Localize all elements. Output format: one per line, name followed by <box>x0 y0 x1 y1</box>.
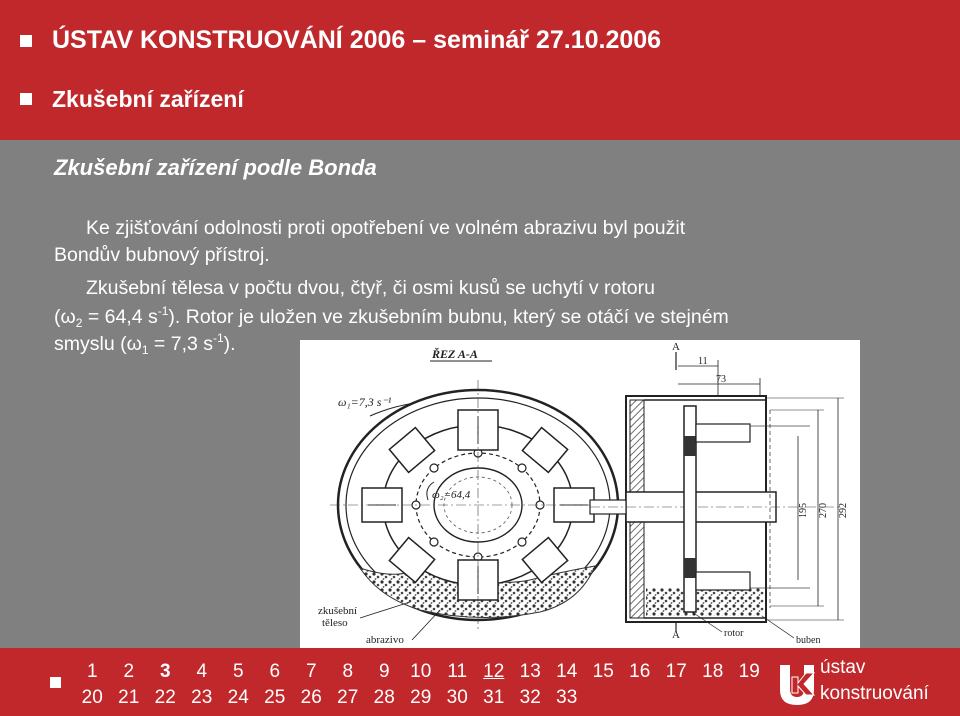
drum-front-view <box>330 380 626 630</box>
drawing-svg <box>300 340 860 648</box>
page-link-3[interactable]: 3 <box>159 661 171 682</box>
label-abrasive: abrazivo <box>366 634 404 646</box>
page-link-18[interactable]: 18 <box>702 661 724 682</box>
marker-a-top: A <box>672 341 680 353</box>
page-link-30[interactable]: 30 <box>446 687 468 708</box>
page-link-19[interactable]: 19 <box>738 661 760 682</box>
paragraph-2-line-1: Zkušební tělesa v počtu dvou, čtyř, či osmi kusů se uchytí v rotoru <box>86 277 655 299</box>
omega2-label: ω₂=64,4 <box>432 489 471 501</box>
paragraph-1-line-2: Bondův bubnový přístroj. <box>54 244 270 266</box>
label-rotor: rotor <box>724 628 744 639</box>
slide-title <box>52 26 661 55</box>
page-link-23[interactable]: 23 <box>191 687 213 708</box>
dim-292: 292 <box>838 503 849 518</box>
bond-drum-drawing <box>300 340 860 648</box>
page-link-33[interactable]: 33 <box>556 687 578 708</box>
page-link-22[interactable]: 22 <box>154 687 176 708</box>
page-link-24[interactable]: 24 <box>227 687 249 708</box>
page-link-7[interactable]: 7 <box>305 661 317 682</box>
page-link-32[interactable]: 32 <box>519 687 541 708</box>
square-bullet-icon <box>50 677 61 688</box>
slide-header <box>0 0 960 140</box>
drum-section-view <box>590 341 849 641</box>
square-bullet-icon <box>20 35 32 47</box>
logo-text-line-2: konstruování <box>820 683 929 704</box>
content-subtitle: Zkušební zařízení podle Bonda <box>54 155 377 180</box>
text-run: ). Rotor je uložen ve zkušebním bubnu, který se otáčí ve stejném <box>168 306 729 328</box>
page-link-25[interactable]: 25 <box>264 687 286 708</box>
section-title-text: Zkušební zařízení <box>52 86 244 112</box>
page-link-5[interactable]: 5 <box>232 661 244 682</box>
label-drum: buben <box>796 635 821 646</box>
superscript: -1 <box>157 304 169 318</box>
page-link-11[interactable]: 11 <box>447 661 468 682</box>
page-link-2[interactable]: 2 <box>123 661 135 682</box>
page-nav-row-1 <box>74 661 768 683</box>
page-link-20[interactable]: 20 <box>81 687 103 708</box>
page-link-27[interactable]: 27 <box>337 687 359 708</box>
section-title <box>52 86 244 113</box>
text-run: ). <box>223 333 236 355</box>
page-link-16[interactable]: 16 <box>629 661 651 682</box>
square-bullet-icon <box>20 93 32 105</box>
slide-title-text: ÚSTAV KONSTRUOVÁNÍ 2006 – seminář 27.10.2006 <box>52 26 662 54</box>
superscript: -1 <box>213 331 224 345</box>
page-link-13[interactable]: 13 <box>519 661 541 682</box>
page-link-29[interactable]: 29 <box>410 687 432 708</box>
dim-11: 11 <box>698 356 708 367</box>
subscript: 1 <box>141 343 149 357</box>
institute-logo <box>776 653 956 713</box>
page-link-12[interactable]: 12 <box>483 661 505 682</box>
page-link-6[interactable]: 6 <box>269 661 281 682</box>
page-link-28[interactable]: 28 <box>373 687 395 708</box>
label-specimen-line2: těleso <box>322 617 348 629</box>
page-link-9[interactable]: 9 <box>378 661 390 682</box>
paragraph-2-line-2 <box>54 305 729 329</box>
logo-text-line-1: ústav <box>820 657 866 678</box>
page-link-21[interactable]: 21 <box>118 687 140 708</box>
dim-73: 73 <box>716 374 726 385</box>
page-link-14[interactable]: 14 <box>556 661 578 682</box>
page-link-10[interactable]: 10 <box>410 661 432 682</box>
text-run: = 7,3 s <box>148 333 213 355</box>
logo-text <box>820 655 929 707</box>
omega1-label: ω₁=7,3 s⁻¹ <box>338 395 392 409</box>
text-run: = 64,4 s <box>82 306 158 328</box>
page-nav-row-2 <box>74 687 585 709</box>
dim-270: 270 <box>818 503 829 518</box>
paragraph-2-line-3 <box>54 332 236 356</box>
page-link-26[interactable]: 26 <box>300 687 322 708</box>
text-run: smyslu (ω <box>54 333 142 355</box>
page-link-31[interactable]: 31 <box>483 687 505 708</box>
dim-195: 195 <box>798 503 809 518</box>
page-link-15[interactable]: 15 <box>592 661 614 682</box>
page-link-17[interactable]: 17 <box>665 661 687 682</box>
page-link-4[interactable]: 4 <box>196 661 208 682</box>
page-link-8[interactable]: 8 <box>342 661 354 682</box>
marker-a-bottom: A <box>672 629 680 641</box>
text-run: (ω <box>54 306 76 328</box>
label-specimen-line1: zkušební <box>318 605 358 617</box>
page-link-1[interactable]: 1 <box>86 661 98 682</box>
section-label: ŘEZ A-A <box>432 347 478 361</box>
paragraph-1-line-1: Ke zjišťování odolnosti proti opotřebení ve volném abrazivu byl použit <box>86 217 686 239</box>
subscript: 2 <box>75 316 83 330</box>
uk-logo-icon <box>776 659 818 707</box>
